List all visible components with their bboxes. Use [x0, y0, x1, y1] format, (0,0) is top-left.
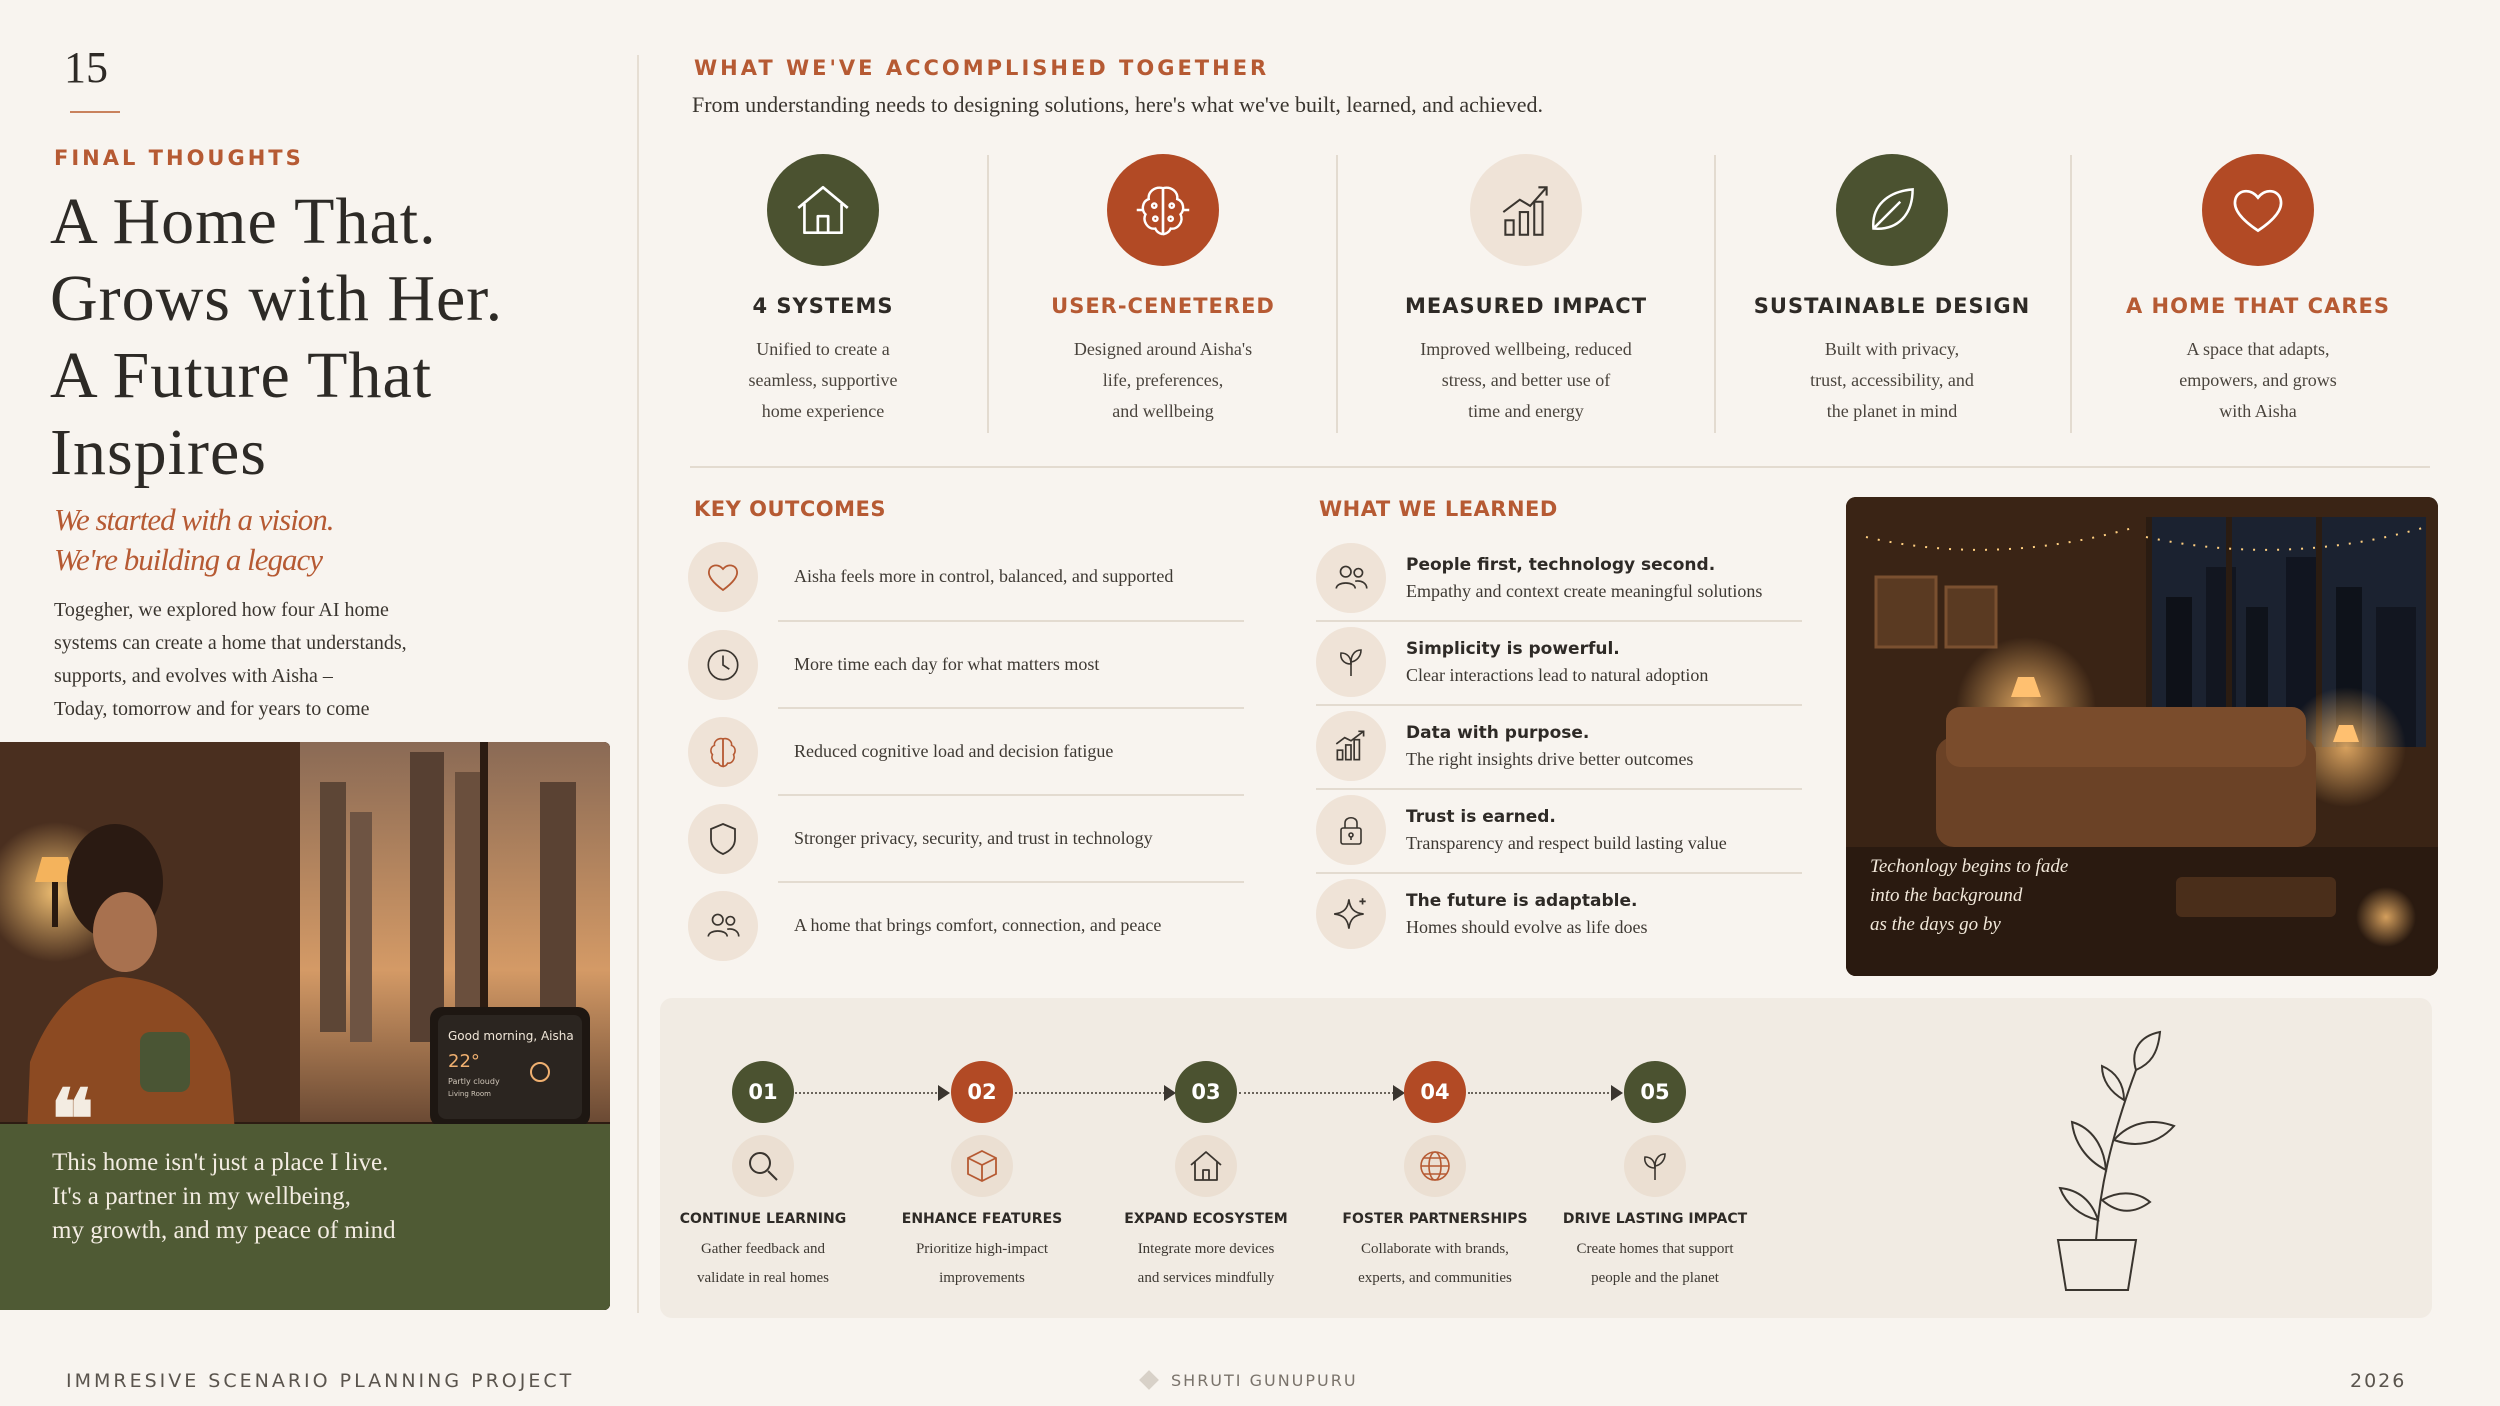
headline-line: Grows with Her. [50, 262, 504, 335]
accomplished-intro: From understanding needs to designing solutions, here's what we've built, learned, and achieved. [692, 92, 1544, 117]
accomplishment-desc [1411, 334, 1641, 427]
accomplishment-desc [1048, 334, 1278, 427]
desc-line: Integrate more devices [1137, 1241, 1275, 1257]
house-icon [1175, 1135, 1237, 1197]
device-condition: Partly cloudy [448, 1077, 500, 1086]
step-title: CONTINUE LEARNING [679, 1211, 847, 1227]
intro-line: supports, and evolves with Aisha – [54, 665, 333, 687]
learning-text: Empathy and context create meaningful solutions [1406, 580, 1763, 601]
sprout-icon [1316, 627, 1386, 697]
step-title: FOSTER PARTNERSHIPS [1342, 1211, 1528, 1227]
testimonial-quote [52, 1146, 572, 1248]
desc-line: Gather feedback and [700, 1241, 826, 1257]
sprout-icon [1624, 1135, 1686, 1197]
heart-icon [2202, 154, 2314, 266]
learning-item [1316, 872, 1802, 956]
house-icon [767, 154, 879, 266]
brain-icon [688, 717, 758, 787]
quote-mark-icon: ❝ [50, 1075, 95, 1166]
outcome-item [688, 795, 1244, 882]
growth-chart-icon [1470, 154, 1582, 266]
caption-line: as the days go by [1870, 914, 2001, 935]
learning-text: Homes should evolve as life does [1406, 916, 1648, 937]
learning-item [1316, 788, 1802, 872]
outcome-text: Reduced cognitive load and decision fatigue [794, 741, 1114, 761]
globe-icon [1404, 1135, 1466, 1197]
desc-line: time and energy [1468, 401, 1584, 421]
learning-text: Clear interactions lead to natural adoption [1406, 664, 1709, 685]
accomplishment-title: SUSTAINABLE DESIGN [1753, 294, 2031, 318]
step-desc [1106, 1235, 1306, 1293]
desc-line: home experience [761, 401, 885, 421]
footer-author-name: SHRUTI GUNUPURU [1171, 1371, 1358, 1390]
photo-caption [1870, 852, 2170, 939]
desc-line: trust, accessibility, and [1810, 370, 1974, 390]
desc-line: and wellbeing [1112, 401, 1214, 421]
caption-line: into the background [1870, 885, 2023, 906]
roadmap-step [648, 1061, 878, 1293]
learned-title: WHAT WE LEARNED [1319, 497, 1558, 521]
quote-line: my growth, and my peace of mind [52, 1217, 396, 1244]
footer-year: 2026 [2350, 1370, 2407, 1392]
desc-line: stress, and better use of [1441, 370, 1611, 390]
desc-line: A space that adapts, [2186, 339, 2330, 359]
device-temperature: 22° [448, 1051, 480, 1072]
step-desc [663, 1235, 863, 1293]
subhead-line: We're building a legacy [54, 542, 323, 577]
device-greeting: Good morning, Aisha [448, 1029, 574, 1043]
step-number: 03 [1175, 1061, 1237, 1123]
outcome-item [688, 621, 1244, 708]
section-divider [690, 466, 2430, 468]
quote-line: It's a partner in my wellbeing, [52, 1183, 351, 1210]
learning-title: Data with purpose. [1406, 722, 1590, 743]
learning-title: The future is adaptable. [1406, 890, 1638, 911]
headline-line: A Home That. [50, 185, 437, 258]
desc-line: empowers, and grows [2179, 370, 2337, 390]
accomplishment-desc [708, 334, 938, 427]
desc-line: people and the planet [1591, 1270, 1719, 1286]
desc-line: improvements [939, 1270, 1025, 1286]
page-number: 15 [64, 43, 108, 92]
bar-chart-icon [1316, 711, 1386, 781]
intro-paragraph [54, 594, 524, 726]
intro-line: Togegher, we explored how four AI home [54, 599, 389, 621]
learning-item [1316, 620, 1802, 704]
desc-line: Create homes that support [1576, 1241, 1734, 1257]
roadmap-step [867, 1061, 1097, 1293]
accomplishment-card [1737, 148, 2047, 427]
step-number: 02 [951, 1061, 1013, 1123]
desc-line: Collaborate with brands, [1361, 1241, 1509, 1257]
desc-line: seamless, supportive [748, 370, 898, 390]
page-headline [50, 183, 610, 491]
step-desc [1555, 1235, 1755, 1293]
accomplishment-title: MEASURED IMPACT [1404, 294, 1648, 318]
roadmap-step [1091, 1061, 1321, 1293]
people-icon [1316, 543, 1386, 613]
desc-line: life, preferences, [1102, 370, 1224, 390]
sparkle-icon [1316, 879, 1386, 949]
column-divider [637, 55, 639, 1313]
step-number: 04 [1404, 1061, 1466, 1123]
step-title: EXPAND ECOSYSTEM [1124, 1211, 1288, 1227]
accomplishment-card [2103, 148, 2413, 427]
outcome-text: More time each day for what matters most [794, 654, 1100, 674]
desc-line: Improved wellbeing, reduced [1420, 339, 1632, 359]
step-title: DRIVE LASTING IMPACT [1562, 1211, 1748, 1227]
learning-text: Transparency and respect build lasting value [1406, 832, 1727, 853]
device-room: Living Room [448, 1090, 491, 1098]
key-outcomes-title: KEY OUTCOMES [694, 497, 886, 521]
caption-line: Techonlogy begins to fade [1870, 856, 2069, 877]
desc-line: the planet in mind [1826, 401, 1958, 421]
step-desc [882, 1235, 1082, 1293]
intro-line: Today, tomorrow and for years to come [54, 698, 370, 720]
learning-title: People first, technology second. [1406, 554, 1716, 575]
column-separator [987, 155, 989, 433]
headline-line: Inspires [50, 416, 267, 489]
outcome-item [688, 533, 1244, 620]
cube-icon [951, 1135, 1013, 1197]
footer-author [1143, 1371, 1358, 1390]
lock-icon [1316, 795, 1386, 865]
roadmap-step [1540, 1061, 1770, 1293]
desc-line: experts, and communities [1358, 1270, 1512, 1286]
desc-line: Prioritize high-impact [915, 1241, 1049, 1257]
quote-line: This home isn't just a place I live. [52, 1149, 389, 1176]
page-number-rule [70, 111, 120, 113]
search-icon [732, 1135, 794, 1197]
outcome-text: Aisha feels more in control, balanced, and supported [794, 566, 1174, 586]
clock-icon [688, 630, 758, 700]
roadmap-step [1320, 1061, 1550, 1293]
learning-item [1316, 536, 1802, 620]
learning-title: Simplicity is powerful. [1406, 638, 1620, 659]
accomplishment-title: USER-CENETERED [1051, 294, 1275, 318]
heart-icon [688, 542, 758, 612]
accomplishment-desc [1777, 334, 2007, 427]
column-separator [1714, 155, 1716, 433]
outcome-text: Stronger privacy, security, and trust in technology [794, 828, 1153, 848]
learning-text: The right insights drive better outcomes [1406, 748, 1694, 769]
accomplishment-title: A HOME THAT CARES [2125, 294, 2390, 318]
learning-item [1316, 704, 1802, 788]
step-number: 01 [732, 1061, 794, 1123]
column-separator [2070, 155, 2072, 433]
desc-line: validate in real homes [696, 1270, 830, 1286]
accomplished-eyebrow: WHAT WE'VE ACCOMPLISHED TOGETHER [694, 56, 1270, 80]
footer-project-name: IMMRESIVE SCENARIO PLANNING PROJECT [66, 1370, 575, 1392]
people-icon [688, 891, 758, 961]
desc-line: Built with privacy, [1824, 339, 1960, 359]
accomplishment-card [668, 148, 978, 427]
leaf-icon [1836, 154, 1948, 266]
outcome-item [688, 708, 1244, 795]
accomplishment-card [1008, 148, 1318, 427]
accomplishment-desc [2143, 334, 2373, 427]
column-separator [1336, 155, 1338, 433]
desc-line: Unified to create a [756, 339, 890, 359]
accomplishment-card [1371, 148, 1681, 427]
step-desc [1335, 1235, 1535, 1293]
desc-line: with Aisha [2219, 401, 2297, 421]
headline-line: A Future That [50, 339, 433, 412]
step-number: 05 [1624, 1061, 1686, 1123]
learning-title: Trust is earned. [1406, 806, 1556, 827]
desc-line: and services mindfully [1137, 1270, 1275, 1286]
final-thoughts-eyebrow: FINAL THOUGHTS [54, 146, 304, 170]
brain-icon [1107, 154, 1219, 266]
subhead-line: We started with a vision. [54, 502, 334, 537]
step-title: ENHANCE FEATURES [901, 1211, 1063, 1227]
subhead [54, 500, 334, 580]
intro-line: systems can create a home that understands, [54, 632, 407, 654]
outcome-item [688, 882, 1244, 969]
desc-line: Designed around Aisha's [1073, 339, 1253, 359]
outcome-text: A home that brings comfort, connection, and peace [794, 915, 1162, 935]
plant-illustration-icon [2040, 1030, 2200, 1300]
shield-icon [688, 804, 758, 874]
accomplishment-title: 4 SYSTEMS [752, 294, 894, 318]
